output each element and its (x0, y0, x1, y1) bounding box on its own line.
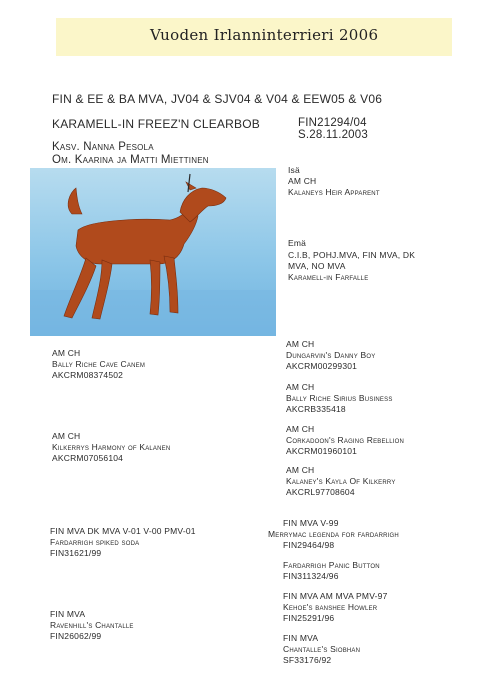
gen3-name: Corkadoon's Raging Rebellion (286, 435, 405, 445)
gen2-title: FIN MVA (50, 609, 86, 619)
gen2-name: Fardarrigh spiked soda (50, 537, 140, 547)
gen2-title: AM CH (52, 431, 81, 441)
gen3-reg: AKCRM00299301 (286, 361, 358, 371)
gen3-name: Bally Riche Sirius Business (286, 393, 393, 403)
gen3-title: FIN MVA (283, 633, 319, 643)
gen3-name: Kalaney's Kayla Of Kilkerry (286, 476, 396, 486)
gen2-title: FIN MVA DK MVA V-01 V-00 PMV-01 (50, 526, 196, 536)
gen3-name: Merrymac legenda for fardarrigh (268, 529, 399, 539)
page-title: Vuoden Irlanninterrieri 2006 (150, 26, 379, 44)
dog-photo (30, 168, 276, 336)
gen3-title: FIN MVA AM MVA PMV-97 (283, 591, 388, 601)
dog-birthdate: S.28.11.2003 (298, 129, 368, 141)
dog-name: KARAMELL-IN FREEZ'N CLEARBOB (52, 117, 260, 131)
dam-title-line2: MVA, NO MVA (288, 261, 346, 271)
dam-label: Emä (288, 238, 307, 248)
dog-registration: FIN21294/04 (298, 117, 367, 129)
gen3-reg: FIN29464/98 (283, 540, 335, 550)
gen3-title: AM CH (286, 465, 315, 475)
sire-name: Kalaneys Heir Apparent (288, 187, 380, 197)
gen2-name: Bally Riche Cave Canem (52, 359, 146, 369)
gen3-name: Dungarvin's Danny Boy (286, 350, 376, 360)
breeder: Kasv. Nanna Pesola (52, 141, 154, 153)
gen2-reg: AKCRM08374502 (52, 370, 124, 380)
owner: Om. Kaarina ja Matti Miettinen (52, 154, 209, 166)
gen3-title: FIN MVA V-99 (283, 518, 339, 528)
gen3-reg: SF33176/92 (283, 655, 332, 665)
gen2-name: Kilkerrys Harmony of Kalanen (52, 442, 171, 452)
gen3-reg: AKCRM01960101 (286, 446, 358, 456)
gen3-title: AM CH (286, 382, 315, 392)
gen2-reg: FIN26062/99 (50, 631, 102, 641)
gen3-name: Fardarrigh Panic Button (283, 560, 380, 570)
gen2-reg: AKCRM07056104 (52, 453, 124, 463)
gen3-reg: AKCRL97708604 (286, 487, 355, 497)
dam-title-line1: C.I.B, POHJ.MVA, FIN MVA, DK (288, 250, 416, 260)
gen3-name: Chantalle's Siobhan (283, 644, 361, 654)
gen3-title: AM CH (286, 424, 315, 434)
gen3-title: AM CH (286, 339, 315, 349)
gen2-reg: FIN31621/99 (50, 548, 102, 558)
gen3-reg: FIN311324/96 (283, 571, 339, 581)
gen3-name: Kehoe's banshee Howler (283, 602, 378, 612)
gen2-name: Ravenhill's Chantalle (50, 620, 134, 630)
gen2-title: AM CH (52, 348, 81, 358)
gen3-reg: FIN25291/96 (283, 613, 335, 623)
sire-label: Isä (288, 165, 300, 175)
show-titles: FIN & EE & BA MVA, JV04 & SJV04 & V04 & EEW05 & V06 (52, 92, 383, 106)
sire-title: AM CH (288, 176, 317, 186)
gen3-reg: AKCRB335418 (286, 404, 346, 414)
dam-name: Karamell-in Farfalle (288, 272, 369, 282)
